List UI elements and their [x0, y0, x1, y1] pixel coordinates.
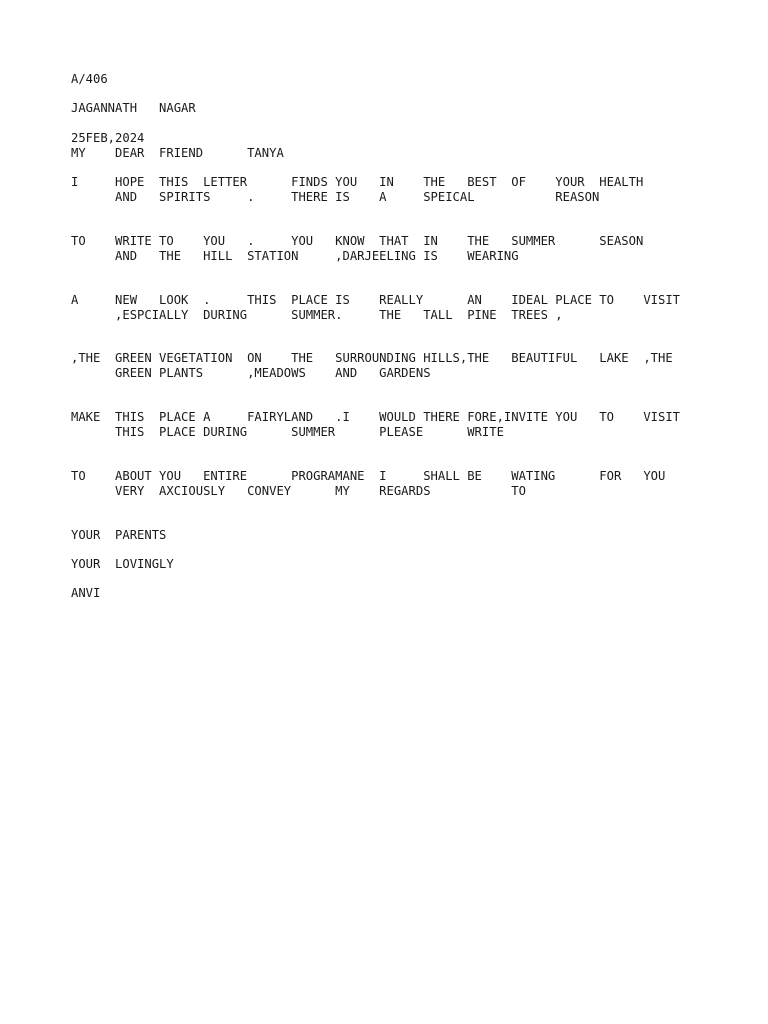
body-line: TO ABOUT YOU ENTIRE PROGRAMANE I SHALL BE WATING FOR YOU	[71, 469, 666, 483]
body-line: ,ESPCIALLY DURING SUMMER. THE TALL PINE TREES ,	[71, 308, 563, 322]
body-line: AND SPIRITS . THERE IS A SPEICAL REASON	[71, 190, 600, 204]
body-line: AND THE HILL STATION ,DARJEELING IS WEARING	[71, 249, 519, 263]
body-line: I HOPE THIS LETTER FINDS YOU IN THE BEST OF YOUR HEALTH	[71, 175, 644, 189]
body-line: TO WRITE TO YOU . YOU KNOW THAT IN THE SUMMER SEASON	[71, 234, 644, 248]
body-line: A NEW LOOK . THIS PLACE IS REALLY AN IDEAL PLACE TO VISIT	[71, 293, 681, 307]
letter-date: 25FEB,2024	[71, 131, 145, 145]
address-line-1: A/406	[71, 72, 108, 86]
body-line: THIS PLACE DURING SUMMER PLEASE WRITE	[71, 425, 504, 439]
body-line: ,THE GREEN VEGETATION ON THE SURROUNDING HILLS,THE BEAUTIFUL LAKE ,THE	[71, 351, 673, 365]
body-line: GREEN PLANTS ,MEADOWS AND GARDENS	[71, 366, 431, 380]
address-line-2: JAGANNATH NAGAR	[71, 101, 196, 115]
closing-line-1: YOUR PARENTS	[71, 528, 167, 542]
body-line: MAKE THIS PLACE A FAIRYLAND .I WOULD THERE FORE,INVITE YOU TO VISIT	[71, 410, 681, 424]
signature: ANVI	[71, 586, 101, 600]
body-line: VERY AXCIOUSLY CONVEY MY REGARDS TO	[71, 484, 526, 498]
salutation: MY DEAR FRIEND TANYA	[71, 146, 284, 160]
closing-line-2: YOUR LOVINGLY	[71, 557, 174, 571]
